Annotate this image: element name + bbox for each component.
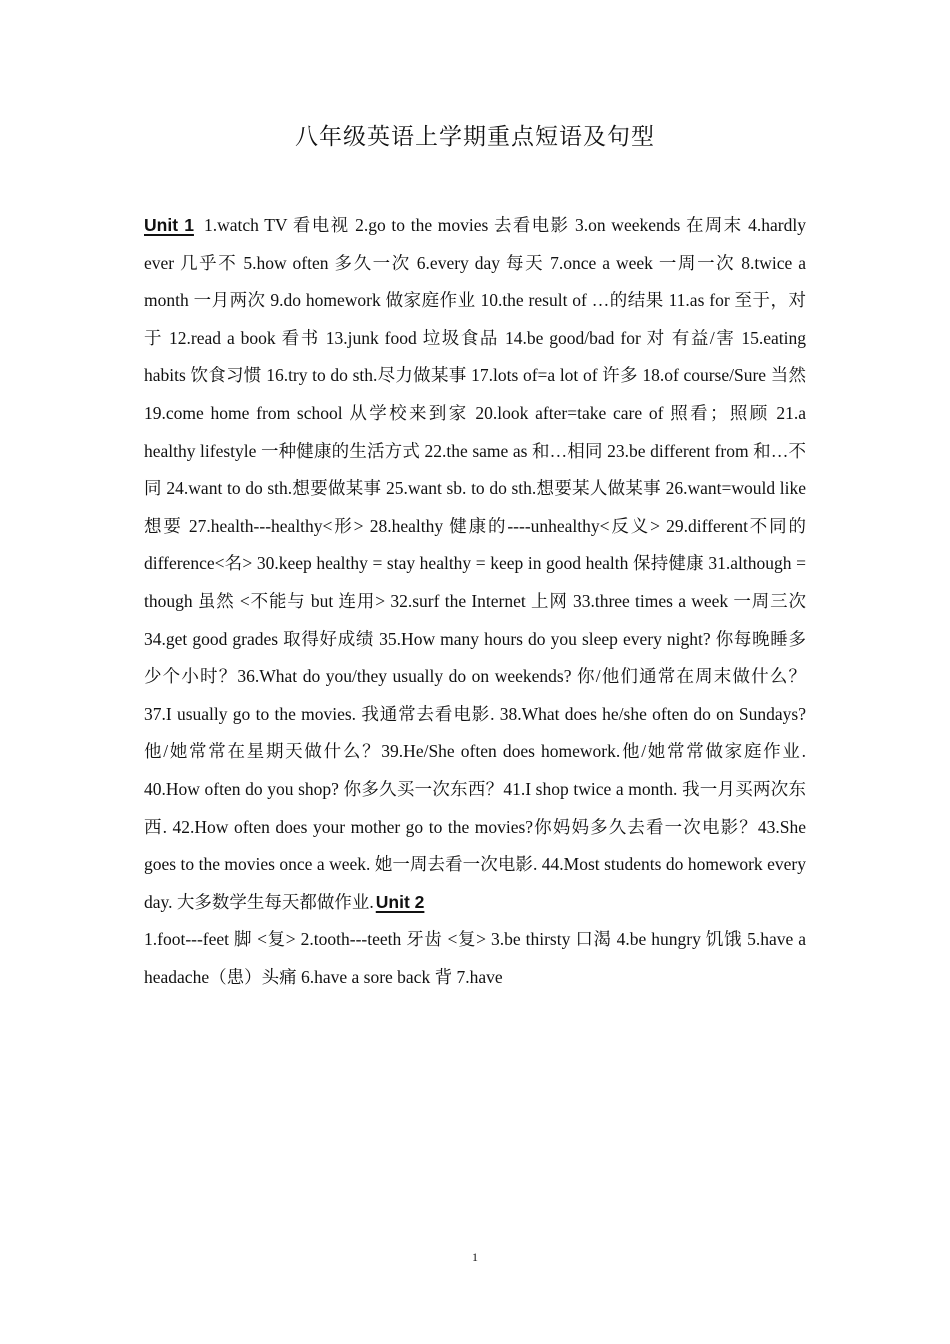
page-title: 八年级英语上学期重点短语及句型 (295, 124, 655, 150)
page-number: 1 (472, 1250, 478, 1264)
unit-1-phrases: 1.watch TV 看电视 2.go to the movies 去看电影 3.on weekends 在周末 4.hardly ever 几乎不 5.how often 多久一次 6.every day 每天 7.once a week 一周一次 8.twice a month 一月两次 9.do homework 做家庭作业 10.the result of …的结果 11.as for 至于，对于 12.read a book 看书 13.junk food 垃圾食品 14.be good/bad for 对 有益/害 15.eating habits 饮食习惯 16.try to do sth.尽力做某事 17.lots of=a lot of 许多 18.of course/Sure 当然 19.come home from school 从学校来到家 20.look after=take care of 照看；照顾 21.a healthy lifestyle 一种健康的生活方式 22.the same as 和…相同 23.be different from 和…不同 24.want to do sth.想要做某事 25.want sb. to do sth.想要某人做某事 26.want=would like 想要 27.health---healthy<形> 28.healthy 健康的----unhealthy<反义> 29.different不同的 difference<名> 30.keep healthy = stay healthy = keep in good health 保持健康 31.although = though 虽然 <不能与 but 连用> 32.surf the Internet 上网 33.three times a week 一周三次 34.get good grades 取得好成绩 35.How many hours do you sleep every night? 你每晚睡多少个小时？36.What do you/they usually do on weekends? 你/他们通常在周末做什么？ 37.I usually go to the movies. 我通常去看电影. 38.What does he/she often do on Sundays?他/她常常在星期天做什么？39.He/She often does homework.他/她常常做家庭作业. 40.How often do you shop? 你多久买一次东西？41.I shop twice a month. 我一月买两次东西. 42.How often does your mother go to the movies?你妈妈多久去看一次电影？43.She goes to the movies once a week. 她一周去看一次电影. 44.Most students do homework every day. 大多数学生每天都做作业. (144, 215, 806, 912)
unit-1-heading: Unit 1 (144, 215, 194, 235)
document-body (144, 207, 806, 996)
unit-2-heading: Unit 2 (375, 891, 425, 912)
unit-2-phrases: 1.foot---feet 脚 <复> 2.tooth---teeth 牙齿 <复> 3.be thirsty 口渴 4.be hungry 饥饿 5.have a headache（患）头痛 6.have a sore back 背 7.have (144, 929, 806, 987)
